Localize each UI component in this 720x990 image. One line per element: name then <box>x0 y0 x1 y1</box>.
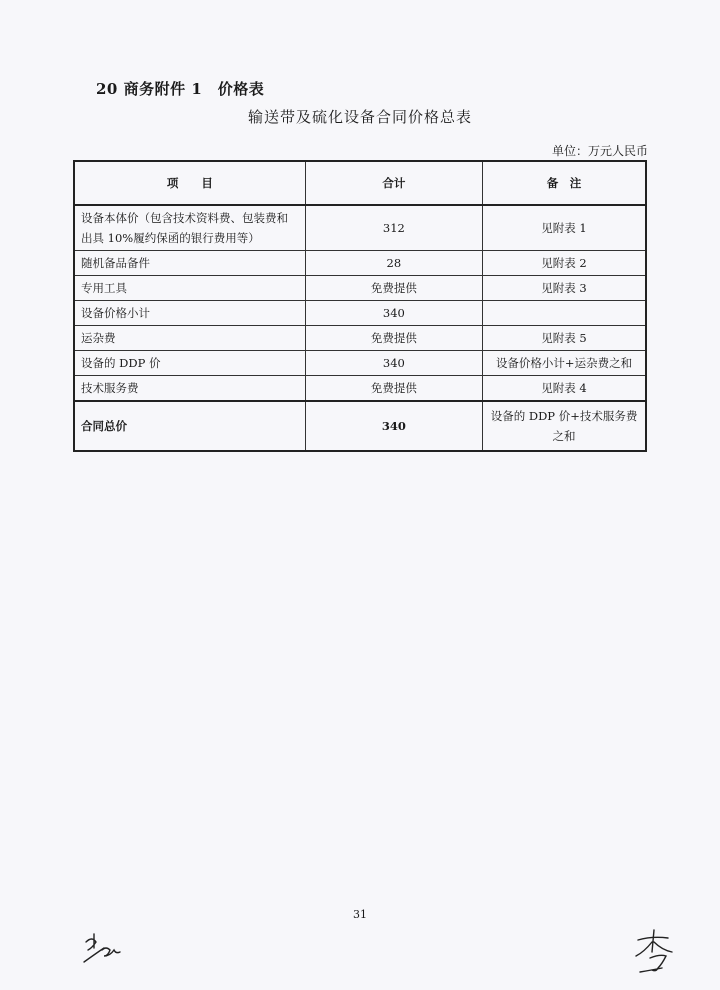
header-note: 备 注 <box>483 161 646 205</box>
page-number: 31 <box>353 908 367 921</box>
row-item: 专用工具 <box>74 276 305 301</box>
table-header-row <box>74 161 646 205</box>
row-item: 技术服务费 <box>74 376 305 402</box>
row-total: 340 <box>305 301 482 326</box>
total-row-note: 设备的 DDP 价+技术服务费之和 <box>483 401 646 451</box>
row-total: 28 <box>305 251 482 276</box>
header-total: 合计 <box>305 161 482 205</box>
price-table <box>73 160 647 452</box>
row-note <box>483 301 646 326</box>
row-item: 设备价格小计 <box>74 301 305 326</box>
header-item: 项 目 <box>74 161 305 205</box>
row-total: 免费提供 <box>305 276 482 301</box>
row-total: 312 <box>305 205 482 251</box>
table-row <box>74 376 646 402</box>
row-item: 运杂费 <box>74 326 305 351</box>
row-item: 设备的 DDP 价 <box>74 351 305 376</box>
table-row <box>74 326 646 351</box>
total-row-total: 340 <box>305 401 482 451</box>
row-item: 随机备品备件 <box>74 251 305 276</box>
table-row <box>74 205 646 251</box>
row-total: 340 <box>305 351 482 376</box>
row-total: 免费提供 <box>305 376 482 402</box>
row-note: 见附表 1 <box>483 205 646 251</box>
row-total: 免费提供 <box>305 326 482 351</box>
table-row <box>74 276 646 301</box>
document-title: 输送带及硫化设备合同价格总表 <box>247 108 472 126</box>
section-heading: 20 商务附件 1 价格表 <box>96 80 265 98</box>
table-row <box>74 251 646 276</box>
table-row <box>74 351 646 376</box>
row-note: 见附表 5 <box>483 326 646 351</box>
handwritten-signature-right <box>632 928 682 976</box>
total-row <box>74 401 646 451</box>
row-note: 见附表 4 <box>483 376 646 402</box>
total-row-item: 合同总价 <box>74 401 305 451</box>
row-note: 见附表 3 <box>483 276 646 301</box>
handwritten-signature-left <box>80 928 130 968</box>
row-note: 设备价格小计+运杂费之和 <box>483 351 646 376</box>
unit-note: 单位：万元人民币 <box>551 144 648 158</box>
row-note: 见附表 2 <box>483 251 646 276</box>
row-item: 设备本体价（包含技术资料费、包装费和出具 10%履约保函的银行费用等） <box>74 205 305 251</box>
table-row <box>74 301 646 326</box>
